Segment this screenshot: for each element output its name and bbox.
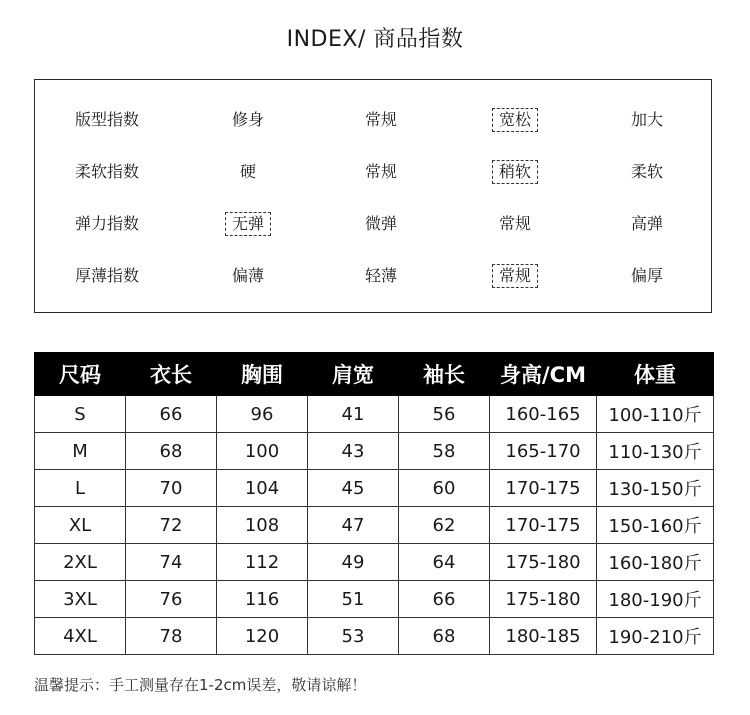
table-cell: 72 (126, 507, 217, 544)
index-option-selected: 宽松 (455, 105, 575, 135)
column-header: 尺码 (35, 353, 126, 396)
table-cell: 116 (217, 581, 308, 618)
table-cell: 60 (399, 470, 490, 507)
measurement-note: 温馨提示：手工测量存在1-2cm误差，敬请谅解！ (34, 676, 367, 694)
size-chart-table (34, 352, 714, 655)
index-label: 厚薄指数 (74, 266, 139, 285)
table-cell: 66 (126, 396, 217, 433)
table-cell: L (35, 470, 126, 507)
index-option: 修身 (231, 110, 264, 129)
table-cell: 130-150斤 (597, 470, 714, 507)
table-cell: M (35, 433, 126, 470)
table-row (35, 581, 714, 618)
table-cell: 180-190斤 (597, 581, 714, 618)
table-cell: 56 (399, 396, 490, 433)
table-cell: 3XL (35, 581, 126, 618)
index-option: 常规 (498, 214, 531, 233)
table-cell: 190-210斤 (597, 618, 714, 655)
column-header: 体重 (597, 353, 714, 396)
index-label: 版型指数 (74, 110, 139, 129)
index-option-selected: 稍软 (455, 157, 575, 187)
table-cell: 70 (126, 470, 217, 507)
table-cell: 160-180斤 (597, 544, 714, 581)
table-row (35, 618, 714, 655)
table-cell: 175-180 (490, 544, 597, 581)
table-cell: 64 (399, 544, 490, 581)
index-option-selected: 常规 (455, 261, 575, 291)
table-cell: 53 (308, 618, 399, 655)
table-row (35, 396, 714, 433)
index-row (35, 209, 711, 239)
table-row (35, 507, 714, 544)
index-option: 柔软 (630, 162, 663, 181)
index-row (35, 105, 711, 135)
column-header: 胸围 (217, 353, 308, 396)
table-cell: 100 (217, 433, 308, 470)
table-cell: 112 (217, 544, 308, 581)
table-cell: 74 (126, 544, 217, 581)
table-cell: 110-130斤 (597, 433, 714, 470)
table-cell: 76 (126, 581, 217, 618)
table-row (35, 470, 714, 507)
table-row (35, 544, 714, 581)
table-cell: 68 (126, 433, 217, 470)
table-cell: 41 (308, 396, 399, 433)
table-cell: XL (35, 507, 126, 544)
table-cell: 49 (308, 544, 399, 581)
table-cell: S (35, 396, 126, 433)
index-option-selected: 无弹 (188, 209, 308, 239)
column-header: 衣长 (126, 353, 217, 396)
table-cell: 66 (399, 581, 490, 618)
table-cell: 180-185 (490, 618, 597, 655)
table-cell: 160-165 (490, 396, 597, 433)
table-cell: 68 (399, 618, 490, 655)
table-cell: 170-175 (490, 507, 597, 544)
table-cell: 47 (308, 507, 399, 544)
table-cell: 51 (308, 581, 399, 618)
table-cell: 150-160斤 (597, 507, 714, 544)
table-cell: 108 (217, 507, 308, 544)
index-option: 微弹 (364, 214, 397, 233)
column-header: 袖长 (399, 353, 490, 396)
index-option: 常规 (364, 162, 397, 181)
index-option: 加大 (630, 110, 663, 129)
table-cell: 58 (399, 433, 490, 470)
table-cell: 100-110斤 (597, 396, 714, 433)
table-cell: 4XL (35, 618, 126, 655)
table-cell: 104 (217, 470, 308, 507)
table-row (35, 433, 714, 470)
table-cell: 62 (399, 507, 490, 544)
index-option: 偏薄 (231, 266, 264, 285)
table-cell: 78 (126, 618, 217, 655)
table-cell: 45 (308, 470, 399, 507)
table-cell: 43 (308, 433, 399, 470)
table-cell: 2XL (35, 544, 126, 581)
index-label: 弹力指数 (74, 214, 139, 233)
product-index-panel (34, 79, 712, 313)
page-title: INDEX/ 商品指数 (286, 27, 464, 52)
table-cell: 165-170 (490, 433, 597, 470)
index-row (35, 157, 711, 187)
index-label: 柔软指数 (74, 162, 139, 181)
index-option: 硬 (239, 162, 256, 181)
table-cell: 175-180 (490, 581, 597, 618)
size-table-header (35, 353, 714, 396)
index-option: 偏厚 (630, 266, 663, 285)
column-header: 肩宽 (308, 353, 399, 396)
index-row (35, 261, 711, 291)
index-option: 高弹 (630, 214, 663, 233)
column-header: 身高/CM (490, 353, 597, 396)
table-cell: 170-175 (490, 470, 597, 507)
index-option: 轻薄 (364, 266, 397, 285)
index-option: 常规 (364, 110, 397, 129)
table-cell: 120 (217, 618, 308, 655)
table-cell: 96 (217, 396, 308, 433)
